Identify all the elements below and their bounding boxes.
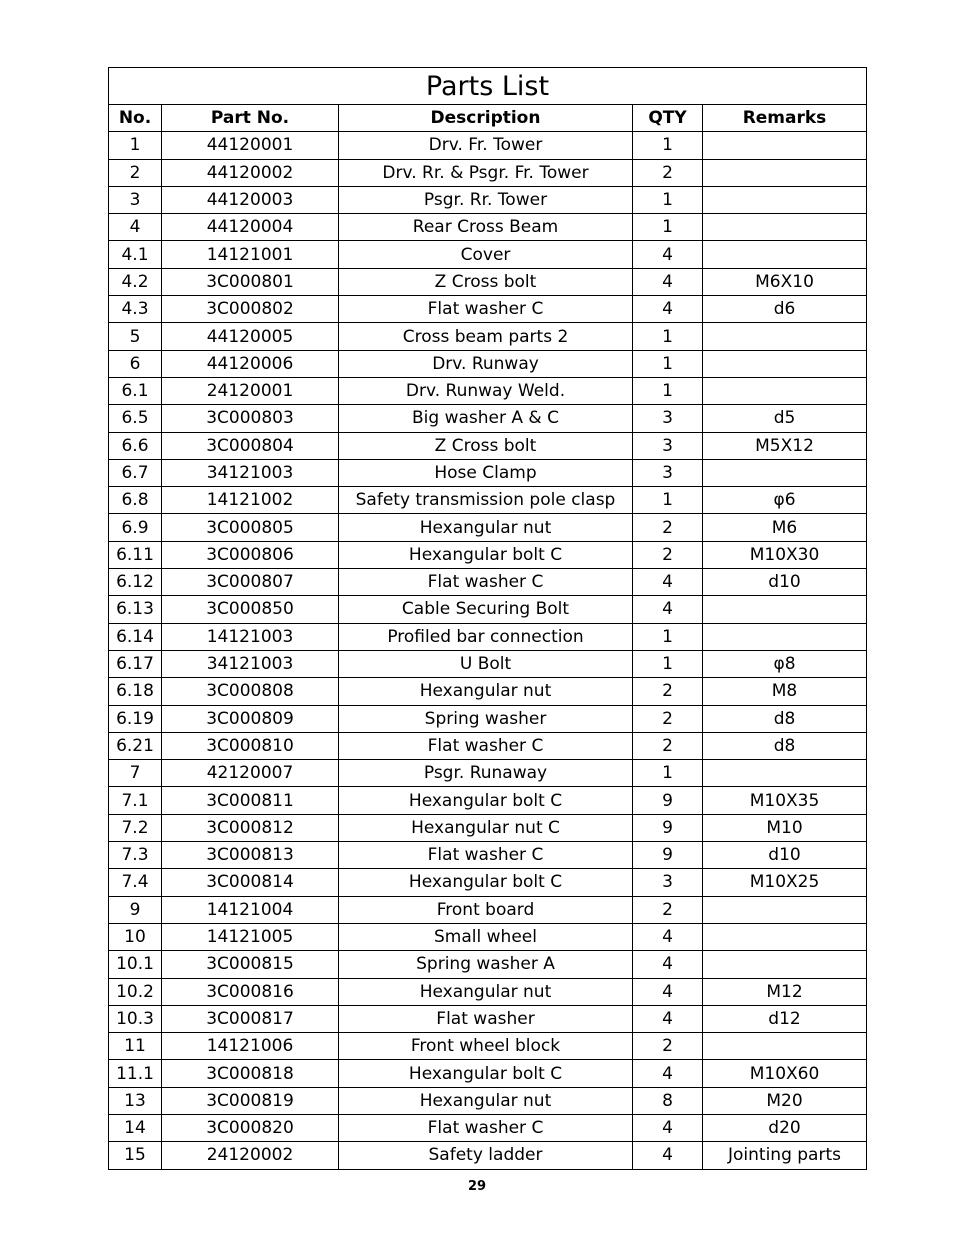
cell-description: Hexangular nut <box>339 1087 633 1114</box>
cell-remarks <box>703 1033 867 1060</box>
cell-description: Hexangular nut <box>339 514 633 541</box>
cell-qty: 2 <box>633 1033 703 1060</box>
cell-part-no: 3C000818 <box>162 1060 339 1087</box>
cell-part-no: 14121006 <box>162 1033 339 1060</box>
cell-part-no: 34121003 <box>162 459 339 486</box>
cell-remarks: Jointing parts <box>703 1142 867 1169</box>
table-row <box>109 760 867 787</box>
cell-description: Flat washer <box>339 1005 633 1032</box>
cell-no: 7.1 <box>109 787 162 814</box>
cell-part-no: 3C000815 <box>162 951 339 978</box>
cell-part-no: 44120005 <box>162 323 339 350</box>
cell-part-no: 44120002 <box>162 159 339 186</box>
cell-remarks <box>703 241 867 268</box>
cell-no: 4.3 <box>109 296 162 323</box>
table-row <box>109 1033 867 1060</box>
cell-no: 6.18 <box>109 678 162 705</box>
cell-description: Hexangular bolt C <box>339 787 633 814</box>
table-row <box>109 323 867 350</box>
cell-remarks: M5X12 <box>703 432 867 459</box>
cell-part-no: 3C000805 <box>162 514 339 541</box>
cell-qty: 4 <box>633 596 703 623</box>
cell-part-no: 3C000808 <box>162 678 339 705</box>
cell-description: Drv. Fr. Tower <box>339 132 633 159</box>
cell-part-no: 3C000801 <box>162 268 339 295</box>
cell-part-no: 3C000806 <box>162 541 339 568</box>
cell-qty: 1 <box>633 377 703 404</box>
table-row <box>109 377 867 404</box>
cell-remarks <box>703 923 867 950</box>
parts-list-table <box>108 67 867 1170</box>
cell-part-no: 3C000802 <box>162 296 339 323</box>
cell-remarks <box>703 760 867 787</box>
cell-qty: 9 <box>633 814 703 841</box>
cell-description: Psgr. Rr. Tower <box>339 186 633 213</box>
table-row <box>109 650 867 677</box>
table-row <box>109 1114 867 1141</box>
cell-remarks: M10X60 <box>703 1060 867 1087</box>
cell-qty: 4 <box>633 268 703 295</box>
cell-description: Spring washer A <box>339 951 633 978</box>
cell-remarks: d5 <box>703 405 867 432</box>
cell-description: Flat washer C <box>339 296 633 323</box>
cell-remarks <box>703 159 867 186</box>
cell-remarks: d10 <box>703 842 867 869</box>
cell-qty: 1 <box>633 186 703 213</box>
cell-part-no: 14121002 <box>162 487 339 514</box>
cell-qty: 1 <box>633 214 703 241</box>
cell-description: Big washer A & C <box>339 405 633 432</box>
cell-part-no: 44120004 <box>162 214 339 241</box>
cell-remarks: φ8 <box>703 650 867 677</box>
cell-part-no: 14121003 <box>162 623 339 650</box>
cell-no: 6 <box>109 350 162 377</box>
cell-qty: 1 <box>633 323 703 350</box>
cell-description: Drv. Runway Weld. <box>339 377 633 404</box>
cell-remarks <box>703 186 867 213</box>
table-row <box>109 1005 867 1032</box>
cell-no: 14 <box>109 1114 162 1141</box>
cell-qty: 4 <box>633 951 703 978</box>
cell-remarks: d12 <box>703 1005 867 1032</box>
cell-description: Hexangular bolt C <box>339 541 633 568</box>
table-row <box>109 1142 867 1169</box>
page-number: 29 <box>467 1179 487 1194</box>
table-row <box>109 1060 867 1087</box>
cell-no: 5 <box>109 323 162 350</box>
cell-description: Hexangular nut <box>339 678 633 705</box>
cell-part-no: 3C000814 <box>162 869 339 896</box>
cell-description: Flat washer C <box>339 842 633 869</box>
table-row <box>109 350 867 377</box>
cell-part-no: 44120006 <box>162 350 339 377</box>
cell-no: 2 <box>109 159 162 186</box>
cell-description: Flat washer C <box>339 1114 633 1141</box>
cell-qty: 8 <box>633 1087 703 1114</box>
table-row <box>109 869 867 896</box>
cell-no: 6.8 <box>109 487 162 514</box>
cell-qty: 3 <box>633 432 703 459</box>
cell-no: 11 <box>109 1033 162 1060</box>
cell-part-no: 3C000813 <box>162 842 339 869</box>
cell-part-no: 14121001 <box>162 241 339 268</box>
cell-no: 6.21 <box>109 732 162 759</box>
cell-no: 6.7 <box>109 459 162 486</box>
cell-part-no: 3C000810 <box>162 732 339 759</box>
cell-remarks: d8 <box>703 732 867 759</box>
cell-no: 6.6 <box>109 432 162 459</box>
cell-qty: 2 <box>633 705 703 732</box>
cell-part-no: 3C000850 <box>162 596 339 623</box>
cell-qty: 2 <box>633 896 703 923</box>
cell-part-no: 3C000803 <box>162 405 339 432</box>
table-title: Parts List <box>109 68 867 105</box>
cell-part-no: 14121005 <box>162 923 339 950</box>
cell-part-no: 3C000816 <box>162 978 339 1005</box>
table-row <box>109 842 867 869</box>
cell-part-no: 3C000807 <box>162 569 339 596</box>
cell-description: Z Cross bolt <box>339 268 633 295</box>
table-row <box>109 596 867 623</box>
table-row <box>109 241 867 268</box>
cell-part-no: 24120001 <box>162 377 339 404</box>
table-row <box>109 569 867 596</box>
cell-no: 7.3 <box>109 842 162 869</box>
table-row <box>109 705 867 732</box>
cell-qty: 3 <box>633 869 703 896</box>
cell-remarks <box>703 214 867 241</box>
cell-qty: 4 <box>633 241 703 268</box>
cell-description: Cover <box>339 241 633 268</box>
cell-description: U Bolt <box>339 650 633 677</box>
cell-qty: 4 <box>633 1060 703 1087</box>
table-row <box>109 459 867 486</box>
cell-qty: 4 <box>633 1114 703 1141</box>
table-row <box>109 623 867 650</box>
table-row <box>109 432 867 459</box>
table-row <box>109 678 867 705</box>
cell-qty: 1 <box>633 487 703 514</box>
parts-list-sheet <box>108 67 866 1170</box>
cell-description: Psgr. Runaway <box>339 760 633 787</box>
cell-qty: 2 <box>633 732 703 759</box>
cell-remarks: M10X25 <box>703 869 867 896</box>
cell-description: Rear Cross Beam <box>339 214 633 241</box>
table-row <box>109 214 867 241</box>
cell-remarks <box>703 132 867 159</box>
cell-remarks: d10 <box>703 569 867 596</box>
table-row <box>109 814 867 841</box>
column-header-remarks: Remarks <box>703 105 867 132</box>
cell-part-no: 44120001 <box>162 132 339 159</box>
cell-no: 1 <box>109 132 162 159</box>
cell-part-no: 14121004 <box>162 896 339 923</box>
cell-part-no: 3C000819 <box>162 1087 339 1114</box>
cell-remarks <box>703 459 867 486</box>
cell-description: Hose Clamp <box>339 459 633 486</box>
table-row <box>109 132 867 159</box>
cell-no: 10.3 <box>109 1005 162 1032</box>
table-row <box>109 296 867 323</box>
cell-qty: 1 <box>633 760 703 787</box>
cell-no: 7.2 <box>109 814 162 841</box>
table-row <box>109 978 867 1005</box>
cell-description: Cross beam parts 2 <box>339 323 633 350</box>
cell-qty: 4 <box>633 923 703 950</box>
cell-no: 10.2 <box>109 978 162 1005</box>
cell-description: Small wheel <box>339 923 633 950</box>
table-row <box>109 514 867 541</box>
cell-qty: 3 <box>633 459 703 486</box>
cell-qty: 9 <box>633 787 703 814</box>
cell-description: Z Cross bolt <box>339 432 633 459</box>
cell-qty: 1 <box>633 350 703 377</box>
cell-qty: 4 <box>633 1142 703 1169</box>
cell-description: Hexangular bolt C <box>339 1060 633 1087</box>
table-row <box>109 951 867 978</box>
cell-no: 3 <box>109 186 162 213</box>
cell-no: 4 <box>109 214 162 241</box>
cell-no: 6.14 <box>109 623 162 650</box>
cell-qty: 4 <box>633 296 703 323</box>
cell-part-no: 3C000820 <box>162 1114 339 1141</box>
table-row <box>109 896 867 923</box>
cell-part-no: 44120003 <box>162 186 339 213</box>
table-row <box>109 487 867 514</box>
cell-remarks: M8 <box>703 678 867 705</box>
cell-no: 11.1 <box>109 1060 162 1087</box>
cell-remarks: M6X10 <box>703 268 867 295</box>
cell-remarks <box>703 896 867 923</box>
column-header-part-no: Part No. <box>162 105 339 132</box>
cell-no: 10 <box>109 923 162 950</box>
cell-description: Profiled bar connection <box>339 623 633 650</box>
cell-no: 13 <box>109 1087 162 1114</box>
cell-description: Drv. Runway <box>339 350 633 377</box>
table-row <box>109 541 867 568</box>
cell-description: Hexangular nut <box>339 978 633 1005</box>
cell-description: Spring washer <box>339 705 633 732</box>
table-row <box>109 923 867 950</box>
table-row <box>109 787 867 814</box>
table-row <box>109 732 867 759</box>
cell-remarks: M10X35 <box>703 787 867 814</box>
cell-qty: 9 <box>633 842 703 869</box>
cell-remarks <box>703 377 867 404</box>
cell-qty: 1 <box>633 132 703 159</box>
cell-part-no: 3C000809 <box>162 705 339 732</box>
cell-no: 4.2 <box>109 268 162 295</box>
cell-no: 6.12 <box>109 569 162 596</box>
cell-remarks <box>703 951 867 978</box>
cell-remarks: d8 <box>703 705 867 732</box>
cell-no: 7.4 <box>109 869 162 896</box>
header-row <box>109 105 867 132</box>
cell-description: Flat washer C <box>339 732 633 759</box>
cell-no: 6.17 <box>109 650 162 677</box>
cell-no: 15 <box>109 1142 162 1169</box>
cell-remarks: M12 <box>703 978 867 1005</box>
cell-no: 6.19 <box>109 705 162 732</box>
cell-part-no: 3C000804 <box>162 432 339 459</box>
cell-remarks: M10 <box>703 814 867 841</box>
cell-remarks: M6 <box>703 514 867 541</box>
column-header-description: Description <box>339 105 633 132</box>
cell-description: Front wheel block <box>339 1033 633 1060</box>
cell-qty: 2 <box>633 541 703 568</box>
cell-remarks: d6 <box>703 296 867 323</box>
cell-no: 9 <box>109 896 162 923</box>
cell-qty: 2 <box>633 514 703 541</box>
cell-part-no: 34121003 <box>162 650 339 677</box>
cell-description: Cable Securing Bolt <box>339 596 633 623</box>
cell-remarks <box>703 596 867 623</box>
table-row <box>109 1087 867 1114</box>
cell-no: 6.11 <box>109 541 162 568</box>
cell-no: 6.5 <box>109 405 162 432</box>
cell-description: Hexangular nut C <box>339 814 633 841</box>
cell-qty: 4 <box>633 1005 703 1032</box>
table-row <box>109 159 867 186</box>
cell-part-no: 24120002 <box>162 1142 339 1169</box>
cell-remarks: M10X30 <box>703 541 867 568</box>
cell-qty: 1 <box>633 623 703 650</box>
parts-table-body <box>109 132 867 1169</box>
cell-no: 6.1 <box>109 377 162 404</box>
cell-remarks <box>703 323 867 350</box>
cell-description: Safety ladder <box>339 1142 633 1169</box>
cell-no: 7 <box>109 760 162 787</box>
cell-no: 4.1 <box>109 241 162 268</box>
cell-qty: 4 <box>633 569 703 596</box>
cell-no: 10.1 <box>109 951 162 978</box>
cell-qty: 3 <box>633 405 703 432</box>
cell-part-no: 3C000811 <box>162 787 339 814</box>
cell-description: Flat washer C <box>339 569 633 596</box>
column-header-qty: QTY <box>633 105 703 132</box>
cell-remarks <box>703 623 867 650</box>
title-row <box>109 68 867 105</box>
column-header-no: No. <box>109 105 162 132</box>
cell-description: Front board <box>339 896 633 923</box>
cell-description: Safety transmission pole clasp <box>339 487 633 514</box>
cell-description: Hexangular bolt C <box>339 869 633 896</box>
cell-no: 6.13 <box>109 596 162 623</box>
table-row <box>109 268 867 295</box>
table-row <box>109 405 867 432</box>
cell-remarks: φ6 <box>703 487 867 514</box>
cell-remarks <box>703 350 867 377</box>
cell-no: 6.9 <box>109 514 162 541</box>
cell-qty: 2 <box>633 678 703 705</box>
cell-part-no: 42120007 <box>162 760 339 787</box>
cell-remarks: d20 <box>703 1114 867 1141</box>
cell-qty: 2 <box>633 159 703 186</box>
table-row <box>109 186 867 213</box>
cell-part-no: 3C000817 <box>162 1005 339 1032</box>
cell-remarks: M20 <box>703 1087 867 1114</box>
cell-part-no: 3C000812 <box>162 814 339 841</box>
cell-qty: 1 <box>633 650 703 677</box>
cell-qty: 4 <box>633 978 703 1005</box>
cell-description: Drv. Rr. & Psgr. Fr. Tower <box>339 159 633 186</box>
